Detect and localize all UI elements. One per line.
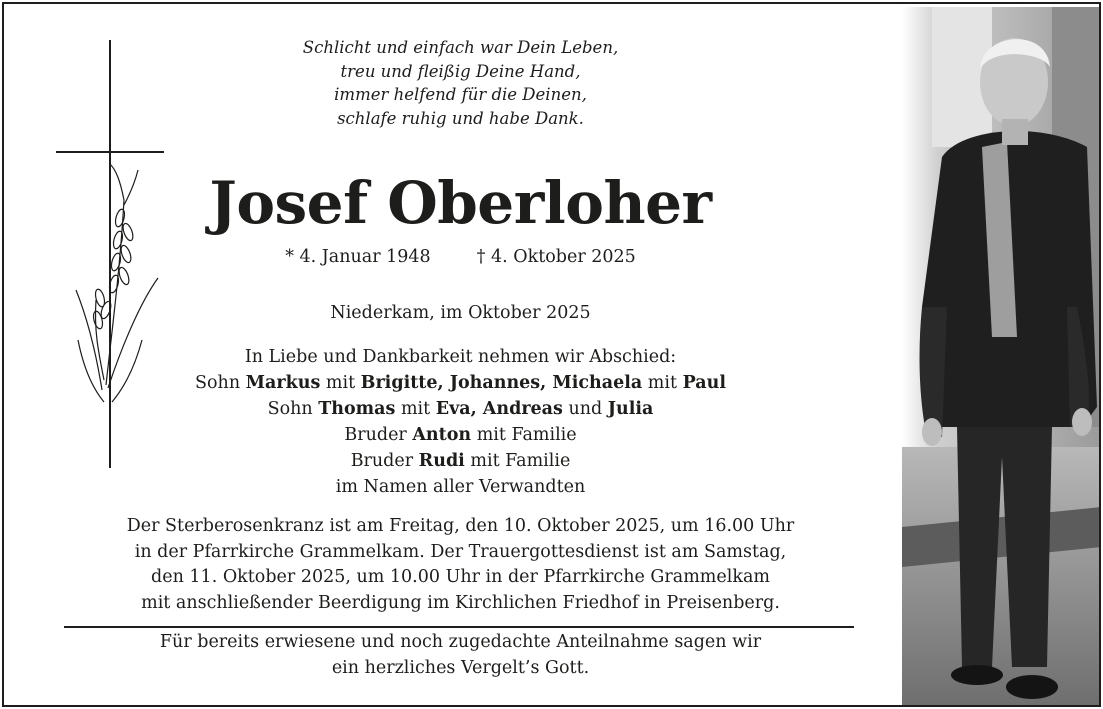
mourners-list (64, 344, 857, 500)
poem-line: Schlicht und einfach war Dein Leben, (302, 38, 619, 57)
thanks-line: Für bereits erwiesene und noch zugedachte Anteilnahme sagen wir (159, 632, 762, 652)
birth-date: * 4. Januar 1948 (285, 247, 431, 267)
obituary-notice (2, 2, 1101, 707)
poem-line: immer helfend für die Deinen, (334, 85, 587, 104)
poem-line: treu und fleißig Deine Hand, (340, 61, 581, 81)
portrait-photo (902, 7, 1101, 707)
memorial-poem (64, 36, 857, 130)
notice-line: mit anschließender Beerdigung im Kirchlichen Friedhof in Preisenberg. (141, 592, 780, 613)
life-dates (64, 244, 857, 270)
mourner-line: im Namen aller Verwandten (335, 477, 586, 497)
mourner-line: Bruder Rudi mit Familie (350, 451, 571, 471)
thanks-note (64, 630, 857, 681)
notice-line: in der Pfarrkirche Grammelkam. Der Trauergottesdienst ist am Samstag, (134, 541, 787, 562)
mourner-line: Bruder Anton mit Familie (344, 425, 577, 445)
death-date: † 4. Oktober 2025 (476, 247, 636, 267)
notice-line: den 11. Oktober 2025, um 10.00 Uhr in der Pfarrkirche Grammelkam (151, 567, 770, 587)
mourner-line: Sohn Markus mit Brigitte, Johannes, Michaela mit Paul (195, 373, 726, 393)
mourner-line: Sohn Thomas mit Eva, Andreas und Julia (267, 399, 654, 419)
mourners-intro: In Liebe und Dankbarkeit nehmen wir Abschied: (244, 347, 677, 367)
notice-line: Der Sterberosenkranz ist am Freitag, den 10. Oktober 2025, um 16.00 Uhr (126, 516, 795, 536)
funeral-notice (64, 514, 857, 616)
place-date: Niederkam, im Oktober 2025 (330, 303, 591, 323)
thanks-line: ein herzliches Vergelt’s Gott. (331, 657, 590, 678)
divider (64, 626, 854, 628)
poem-line: schlafe ruhig und habe Dank. (337, 108, 584, 128)
deceased-name: Josef Oberloher (209, 169, 712, 237)
